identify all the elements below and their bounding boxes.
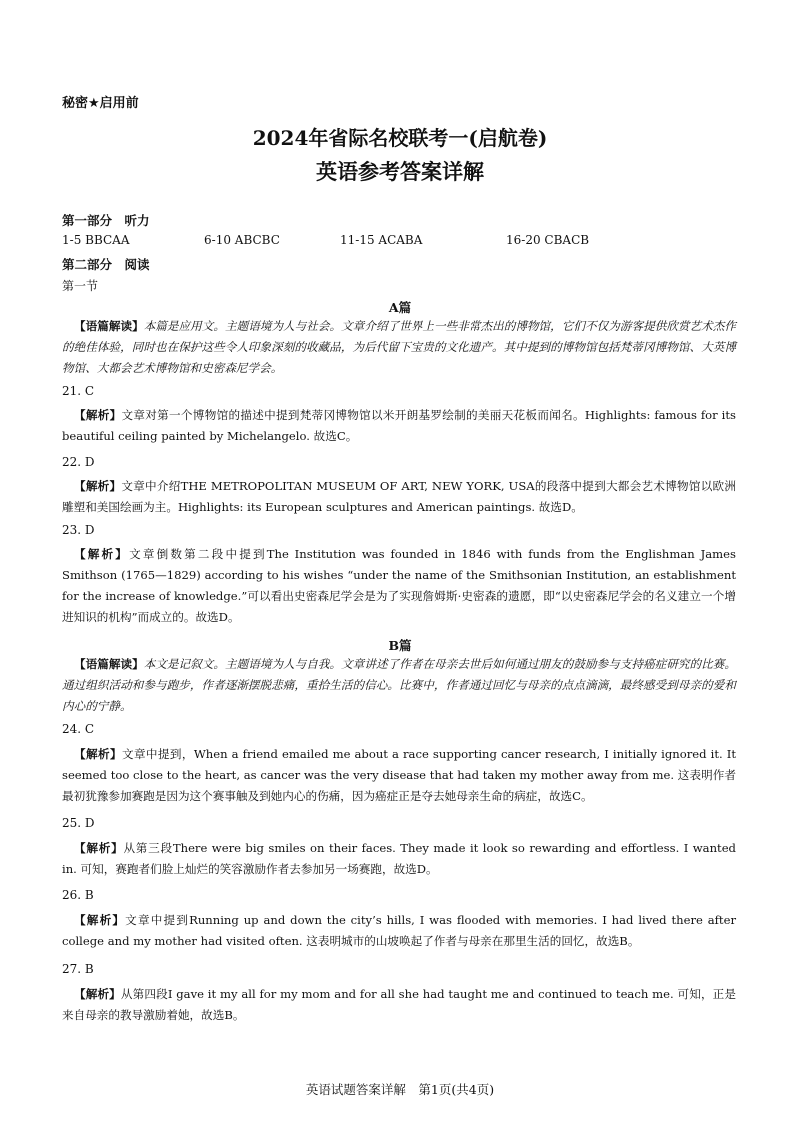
listening-answers-3: 11-15 ACABA	[340, 233, 423, 247]
explanation-tag: 【解析】	[74, 408, 122, 422]
part1-heading: 第一部分 听力	[62, 213, 150, 228]
listening-answers-1: 1-5 BBCAA	[62, 233, 130, 247]
explanation-text: 文章中提到，When a friend emailed me about a race supporting cancer research, I initially ignored it. It seemed too close to the heart, as cancer was the very disease that had taken my mother away from me. 这表明作者最初犹豫参加赛跑是因为这个赛事触及到她内心的伤痛，因为癌症正是夺去她母亲生命的病症，故选C。	[62, 747, 736, 803]
question-23-explanation	[62, 544, 736, 628]
question-23-answer: 23. D	[62, 523, 95, 537]
exam-subtitle: 英语参考答案详解	[316, 160, 484, 184]
intro-text: 本篇是应用文。主题语境为人与社会。文章介绍了世界上一些非常杰出的博物馆，它们不仅为游客提供欣赏艺术杰作的绝佳体验，同时也在保护这些令人印象深刻的收藏品，为后代留下宝贵的文化遗产。其中提到的博物馆包括梵蒂冈博物馆、大英博物馆、大都会艺术博物馆和史密森尼学会。	[62, 319, 736, 375]
explanation-tag: 【解析】	[74, 547, 130, 561]
listening-answers-4: 16-20 CBACB	[506, 233, 590, 247]
explanation-text: 文章对第一个博物馆的描述中提到梵蒂冈博物馆以米开朗基罗绘制的美丽天花板而闻名。Highlights: famous for its beautiful ceiling painted by Michelangelo. 故选C。	[62, 408, 736, 443]
part2-heading: 第二部分 阅读	[62, 257, 150, 272]
explanation-tag: 【解析】	[74, 987, 121, 1001]
question-25-explanation	[62, 838, 736, 880]
question-27-answer: 27. B	[62, 962, 94, 976]
explanation-tag: 【解析】	[74, 747, 122, 761]
question-22-answer: 22. D	[62, 455, 95, 469]
explanation-tag: 【解析】	[74, 479, 122, 493]
listening-answers-2: 6-10 ABCBC	[204, 233, 280, 247]
question-21-explanation	[62, 405, 736, 447]
question-24-answer: 24. C	[62, 722, 95, 736]
intro-tag: 【语篇解读】	[74, 319, 144, 333]
intro-tag: 【语篇解读】	[74, 657, 144, 671]
explanation-text: 文章倒数第二段中提到The Institution was founded in 1846 with funds from the Englishman James Smithson (1765—1829) according to his wishes “under the name of the Smithsonian Institution, an establishment for the increase of knowledge.”可以看出史密森尼学会是为了实现詹姆斯·史密森的遗愿，即“以史密森尼学会的名义建立一个增进知识的机构”而成立的。故选D。	[62, 547, 736, 624]
confidential-label: 秘密★启用前	[62, 96, 139, 111]
passage-a-title: A篇	[388, 300, 412, 315]
question-21-answer: 21. C	[62, 384, 95, 398]
page-footer: 英语试题答案详解 第1页(共4页)	[305, 1082, 495, 1097]
question-24-explanation	[62, 744, 736, 807]
question-25-answer: 25. D	[62, 816, 95, 830]
exam-title: 2024年省际名校联考一(启航卷)	[252, 126, 548, 150]
section-label: 第一节	[62, 279, 99, 293]
question-26-answer: 26. B	[62, 888, 94, 902]
question-27-explanation	[62, 984, 736, 1026]
explanation-tag: 【解析】	[74, 913, 126, 927]
explanation-text: 从第三段There were big smiles on their faces. They made it look so rewarding and effortless. I wanted in. 可知，赛跑者们脸上灿烂的笑容激励作者去参加另一场赛跑，故选D。	[62, 841, 736, 876]
explanation-text: 从第四段I gave it my all for my mom and for all she had taught me and continued to teach me. 可知，正是来自母亲的教导激励着她，故选B。	[62, 987, 736, 1022]
question-22-explanation	[62, 476, 736, 518]
question-26-explanation	[62, 910, 736, 952]
passage-b-title: B篇	[388, 638, 412, 653]
passage-b-intro	[62, 654, 736, 717]
passage-a-intro	[62, 316, 736, 379]
explanation-tag: 【解析】	[74, 841, 124, 855]
explanation-text: 文章中介绍THE METROPOLITAN MUSEUM OF ART, NEW YORK, USA的段落中提到大都会艺术博物馆以欧洲雕塑和美国绘画为主。Highlights: its European sculptures and American paintings. 故选D。	[62, 479, 736, 514]
intro-text: 本文是记叙文。主题语境为人与自我。文章讲述了作者在母亲去世后如何通过朋友的鼓励参与支持癌症研究的比赛。通过组织活动和参与跑步，作者逐渐摆脱悲痛，重拾生活的信心。比赛中，作者通过回忆与母亲的点点滴滴，最终感受到母亲的爱和内心的宁静。	[62, 657, 736, 713]
explanation-text: 文章中提到Running up and down the city’s hills, I was flooded with memories. I had lived there after college and my mother had visited often. 这表明城市的山坡唤起了作者与母亲在那里生活的回忆，故选B。	[62, 913, 736, 948]
